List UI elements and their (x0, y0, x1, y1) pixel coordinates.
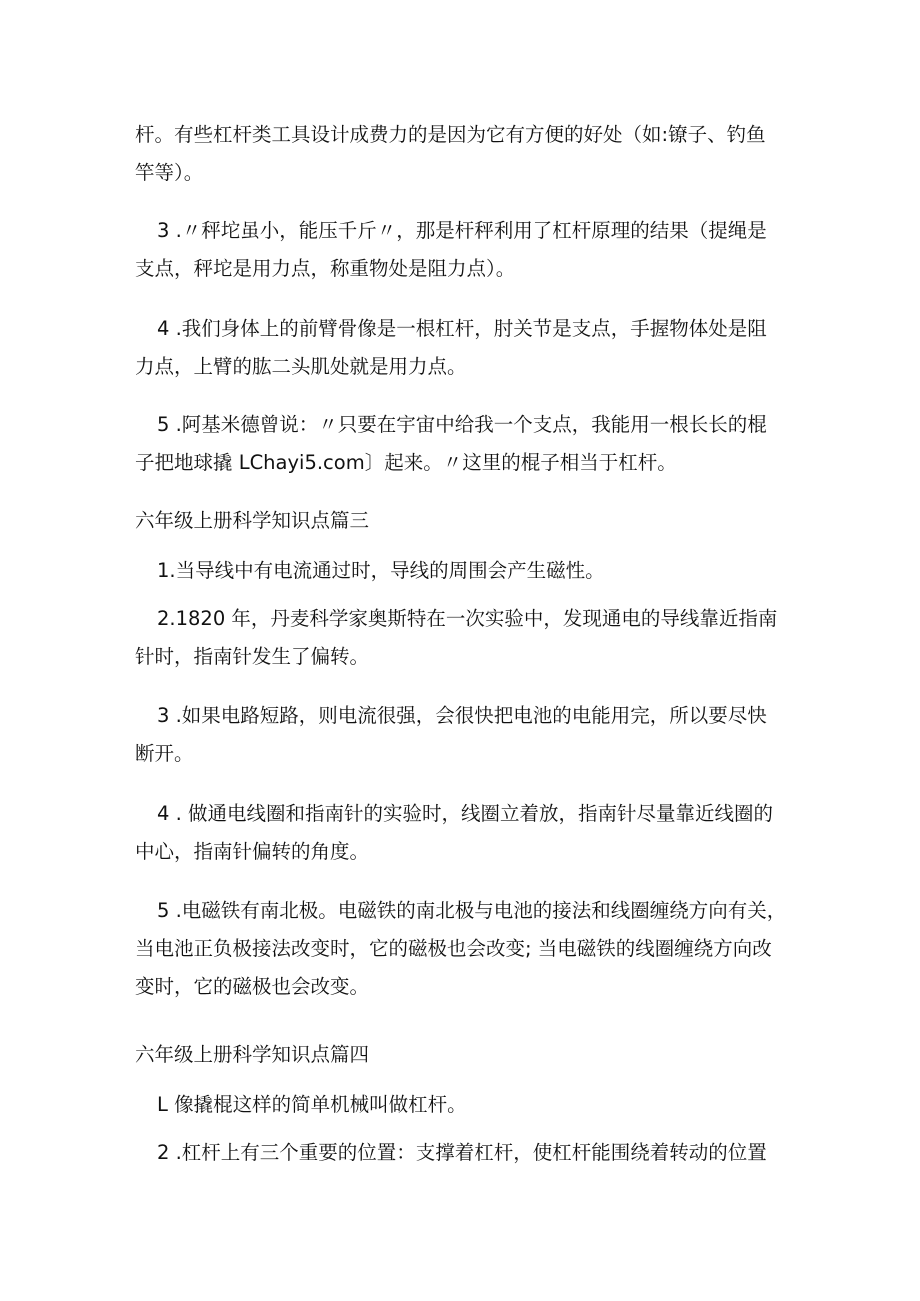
section-heading-4: 六年级上册科学知识点篇四 (135, 1043, 370, 1066)
paragraph-item-5-archimedes (135, 406, 790, 482)
text-line: 1.当导线中有电流通过时，导线的周围会产生磁性。 (157, 559, 605, 582)
list-item-3-1 (135, 552, 790, 590)
list-item-3-5 (135, 892, 790, 1006)
text-line: 4 . 做通电线圈和指南针的实验时，线圈立着放，指南针尽量靠近线圈的 (157, 802, 774, 825)
text-line: 3 .〃秤坨虽小，能压千斤〃，那是杆秤利用了杠杆原理的结果（提绳是 (157, 219, 767, 242)
list-item-4-1 (135, 1086, 790, 1124)
text-line: 断开。 (135, 742, 194, 765)
text-line: 2.1820 年，丹麦科学家奥斯特在一次实验中，发现通电的导线靠近指南 (157, 607, 778, 630)
text-line: 针时，指南针发生了偏转。 (135, 645, 370, 668)
list-item-4-2 (135, 1134, 790, 1172)
paragraph-item-4-forearm (135, 310, 790, 386)
list-item-3-3 (135, 697, 790, 773)
text-line: 杆。有些杠杆类工具设计成费力的是因为它有方便的好处（如:镣子、钓鱼 (135, 123, 766, 146)
section-heading-3: 六年级上册科学知识点篇三 (135, 509, 370, 532)
paragraph-item-3-steelyard (135, 212, 790, 288)
text-line: 3 .如果电路短路，则电流很强，会很快把电池的电能用完，所以要尽快 (157, 704, 767, 727)
text-line: 子把地球撬 LChayi5.com〕起来。〃这里的棍子相当于杠杆。 (135, 451, 677, 474)
text-line: 5 .电磁铁有南北极。电磁铁的南北极与电池的接法和线圈缠绕方向有关， (157, 899, 787, 922)
text-line: 竿等）。 (135, 161, 204, 184)
text-line: 中心，指南针偏转的角度。 (135, 840, 370, 863)
text-line: 当电池正负极接法改变时，它的磁极也会改变; 当电磁铁的线圈缠绕方向改 (135, 937, 772, 960)
text-line: 2 .杠杆上有三个重要的位置：支撑着杠杆，使杠杆能围绕着转动的位置 (157, 1141, 767, 1164)
paragraph-lever-intro (135, 116, 790, 192)
text-line: 4 .我们身体上的前臂骨像是一根杠杆，肘关节是支点，手握物体处是阻 (157, 317, 767, 340)
text-line: 5 .阿基米德曾说：〃只要在宇宙中给我一个支点，我能用一根长长的棍 (157, 413, 767, 436)
text-line: 支点，秤坨是用力点，称重物处是阻力点）。 (135, 257, 516, 280)
list-item-3-2 (135, 600, 790, 676)
text-line: L 像撬棍这样的简单机械叫做杠杆。 (157, 1093, 467, 1116)
text-line: 力点，上臂的肱二头肌处就是用力点。 (135, 355, 467, 378)
text-line: 变时，它的磁极也会改变。 (135, 975, 370, 998)
list-item-3-4 (135, 795, 790, 871)
